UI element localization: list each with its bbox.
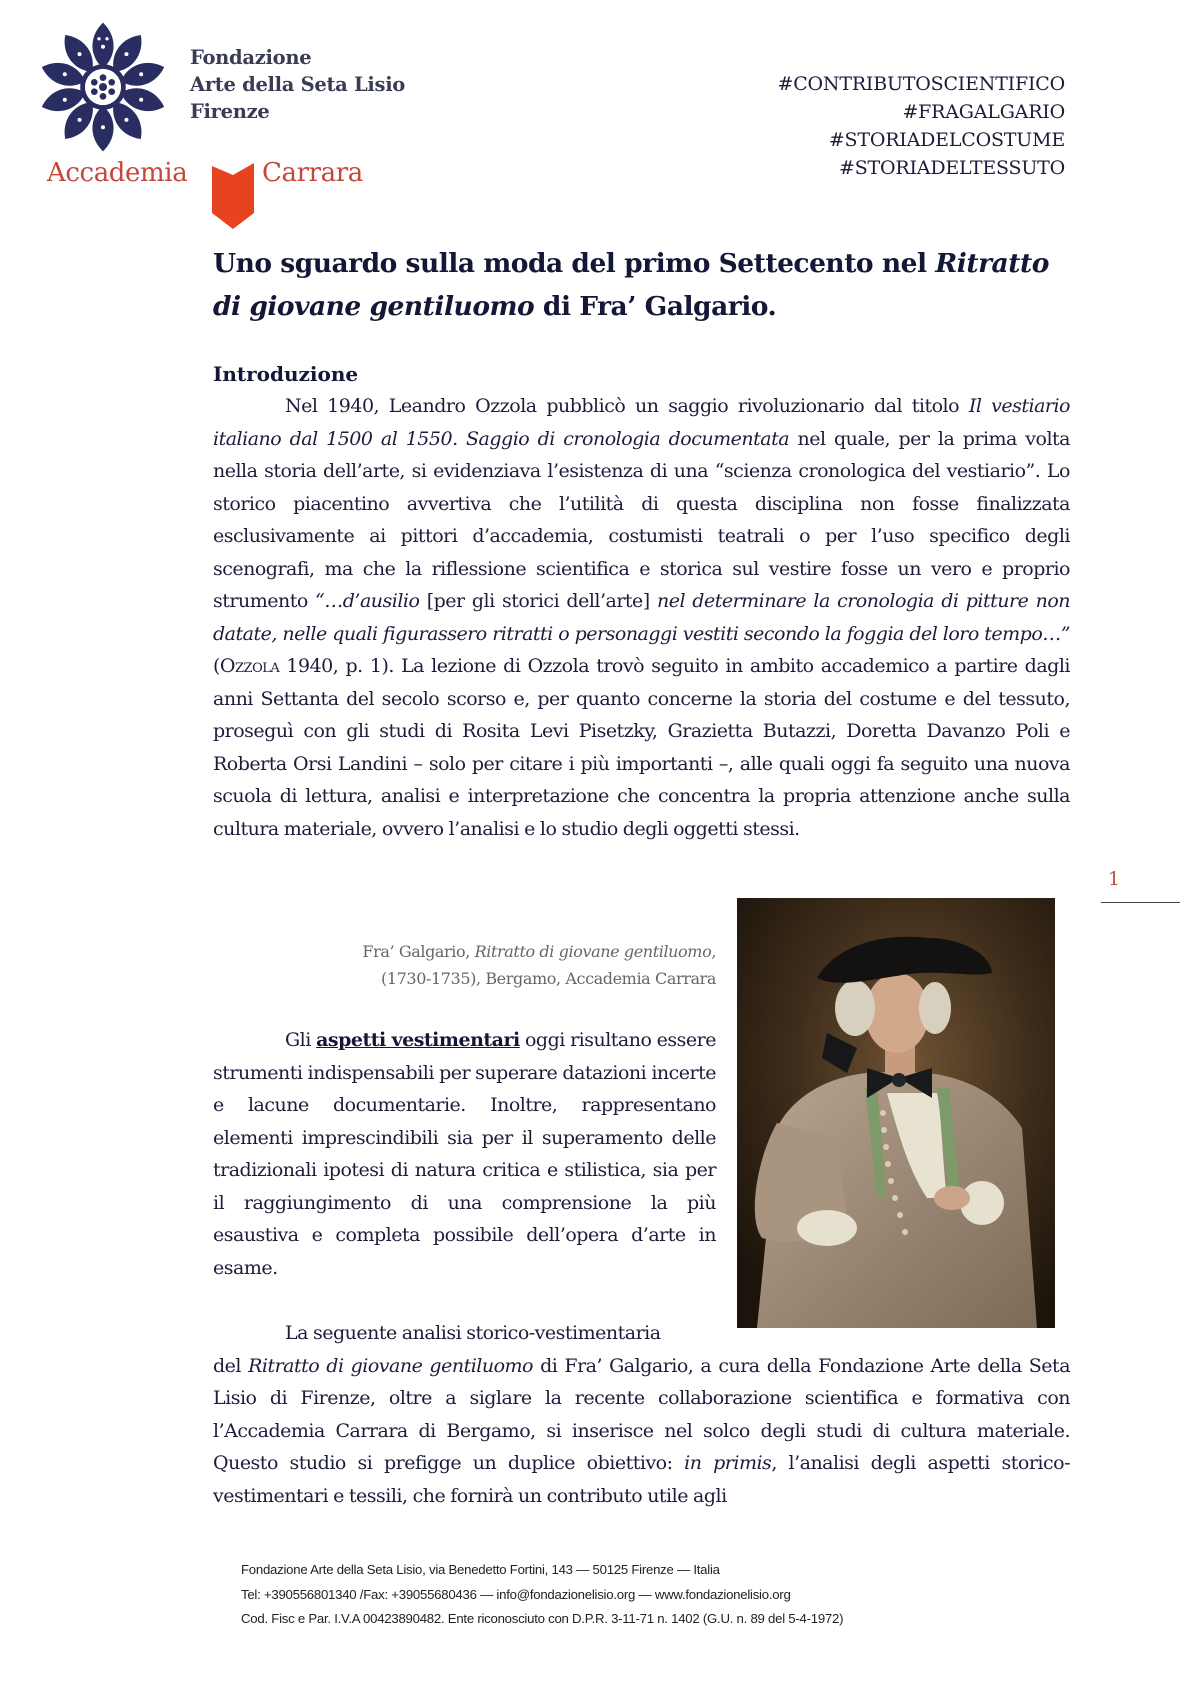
- accademia-carrara-shield-icon: [212, 163, 254, 229]
- title-part: di Fra’ Galgario.: [534, 291, 777, 322]
- page-number: 1: [1108, 868, 1121, 890]
- quote-italic: “…d’ausilio: [315, 590, 420, 612]
- hashtag[interactable]: #CONTRIBUTOSCIENTIFICO: [777, 73, 1065, 95]
- intro-paragraph: [213, 390, 1070, 845]
- quote-italic: nel determinare la cronologia di pitture non datate, nelle quali figurassero ritratti o personaggi vestiti secondo la foggia del loro tempo…”: [213, 590, 1071, 645]
- hashtag-list: [777, 70, 1065, 182]
- accademia-logo-text-left: Accademia: [47, 158, 188, 188]
- citation-author: Ozzola: [219, 655, 280, 677]
- document-title: [213, 242, 1070, 328]
- caption-text: ,: [711, 942, 716, 961]
- book-title-italic: Il vestiario italiano dal 1500 al 1550. Saggio di cronologia documentata: [213, 395, 1070, 450]
- artwork-title-italic: Ritratto di giovane gentiluomo: [248, 1354, 533, 1377]
- latin-italic: in primis: [684, 1452, 772, 1474]
- fondazione-name-line3: Firenze: [190, 100, 270, 123]
- section-heading-introduzione: Introduzione: [213, 362, 359, 386]
- page-number-rule: [1101, 902, 1180, 903]
- caption-line2: (1730-1735), Bergamo, Accademia Carrara: [381, 969, 716, 988]
- fondazione-name-line1: Fondazione: [190, 46, 312, 69]
- fondazione-name-line2: Arte della Seta Lisio: [190, 73, 406, 96]
- portrait-painting-image: [737, 898, 1055, 1328]
- title-italic-part: Ritratto: [935, 248, 1049, 279]
- text-run: Nel 1940, Leandro Ozzola pubblicò un saggio rivoluzionario dal titolo: [285, 395, 969, 417]
- text-run: nel quale, per la prima volta nella storia dell’arte, si evidenziava l’esistenza di una “scienza cronologica del vestiario”. Lo storico piacentino avvertiva che l’utilità di questa disciplina non fosse finalizzata esclusivamente ai pittori d’accademia, costumisti teatrali o per l’uso specifico degli scenografi, ma che la riflessione scientifica e storica sul vestire fosse un vero e proprio strumento: [213, 427, 1070, 612]
- footer-legal: Cod. Fisc e Par. I.V.A 00423890482. Ente riconosciuto con D.P.R. 3-11-71 n. 1402 (G.U. n. 89 del 5-4-1972): [241, 1611, 844, 1626]
- figure-caption: [362, 938, 716, 992]
- aspetti-vestimentari-paragraph: [213, 1024, 716, 1284]
- title-italic-part: di giovane gentiluomo: [213, 291, 535, 322]
- text-run: , l’analisi degli aspetti storico-vestimentari e tessili, che fornirà un contributo utile agli: [213, 1452, 1070, 1507]
- footer: [241, 1558, 843, 1632]
- footer-contacts[interactable]: Tel: +390556801340 /Fax: +39055680436 — info@fondazionelisio.org — www.fondazionelisio.org: [241, 1586, 791, 1602]
- caption-text: Fra’ Galgario,: [362, 942, 475, 961]
- text-run: (: [213, 655, 220, 677]
- caption-italic: Ritratto di giovane gentiluomo: [474, 942, 712, 961]
- aspetti-vestimentari-link[interactable]: aspetti vestimentari: [316, 1029, 520, 1051]
- text-run: [per gli storici dell’arte]: [419, 590, 657, 612]
- analysis-paragraph: [213, 1317, 1070, 1512]
- title-part: Uno sguardo sulla moda del primo Settecento nel: [213, 248, 936, 279]
- hashtag[interactable]: #STORIADELTESSUTO: [839, 157, 1065, 179]
- fondazione-lisio-logo-icon: [36, 20, 170, 154]
- hashtag[interactable]: #FRAGALGARIO: [902, 101, 1065, 123]
- text-run: oggi risultano essere strumenti indispensabili per superare datazioni incerte e lacune documentarie. Inoltre, rappresentano elementi imprescindibili sia per il superamento delle tradizionali ipotesi di natura critica e stilistica, sia per il raggiungimento di una comprensione la più esaustiva e completa possibile dell’opera d’arte in esame.: [213, 1029, 716, 1279]
- hashtag[interactable]: #STORIADELCOSTUME: [828, 129, 1065, 151]
- text-run: del: [213, 1354, 249, 1377]
- text-run: La seguente analisi storico-vestimentaria: [285, 1322, 661, 1344]
- text-run: di Fra’ Galgario, a cura della Fondazione Arte della Seta Lisio di Firenze, oltre a siglare la recente collaborazione scientifica e formativa con l’Accademia Carrara di Bergamo, si inserisce nel solco degli studi di cultura materiale. Questo studio si prefigge un duplice obiettivo:: [213, 1354, 1071, 1474]
- text-run: 1940, p. 1). La lezione di Ozzola trovò seguito in ambito accademico a partire dagli anni Settanta del secolo scorso e, per quanto concerne la storia del costume e del tessuto, proseguì con gli studi di Rosita Levi Pisetzky, Grazietta Butazzi, Doretta Davanzo Poli e Roberta Orsi Landini – solo per citare i più importanti –, alle quali oggi fa seguito una nuova scuola di lettura, analisi e interpretazione che concentra la propria attenzione anche sulla cultura materiale, ovvero l’analisi e lo studio degli oggetti stessi.: [213, 655, 1070, 840]
- footer-address: Fondazione Arte della Seta Lisio, via Benedetto Fortini, 143 — 50125 Firenze — Italia: [241, 1562, 720, 1577]
- accademia-logo-text-right: Carrara: [262, 158, 363, 188]
- text-run: Gli: [285, 1029, 317, 1051]
